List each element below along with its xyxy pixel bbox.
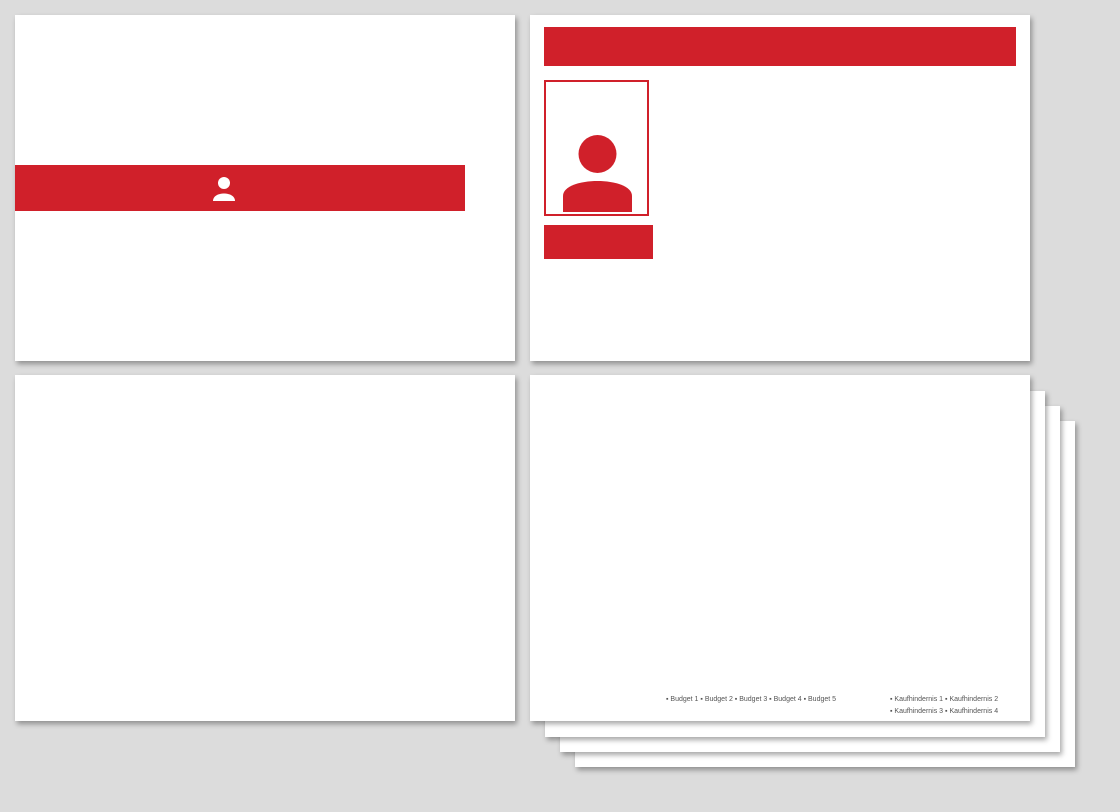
motto-box[interactable] bbox=[544, 225, 653, 259]
name-banner bbox=[544, 27, 1016, 66]
slide-title[interactable] bbox=[15, 15, 515, 361]
donut-kaufhindernis bbox=[530, 375, 1030, 721]
slide-purchase-behaviour[interactable] bbox=[530, 375, 1030, 721]
donut-legend: ▪ Kaufhindernis 3 ▪ Kaufhindernis 4 bbox=[890, 708, 999, 715]
donut-legend: ▪ Budget 1 ▪ Budget 2 ▪ Budget 3 ▪ Budget 4 ▪ Budget 5 bbox=[666, 696, 837, 703]
person-icon bbox=[562, 134, 633, 212]
person-icon bbox=[212, 176, 236, 201]
title-banner bbox=[15, 165, 465, 211]
slide-social-characteristics[interactable] bbox=[15, 375, 515, 721]
donut-legend: ▪ Kaufhindernis 1 ▪ Kaufhindernis 2 bbox=[890, 696, 999, 703]
portrait-box[interactable] bbox=[544, 80, 649, 216]
slide-persona-profile[interactable] bbox=[530, 15, 1030, 361]
